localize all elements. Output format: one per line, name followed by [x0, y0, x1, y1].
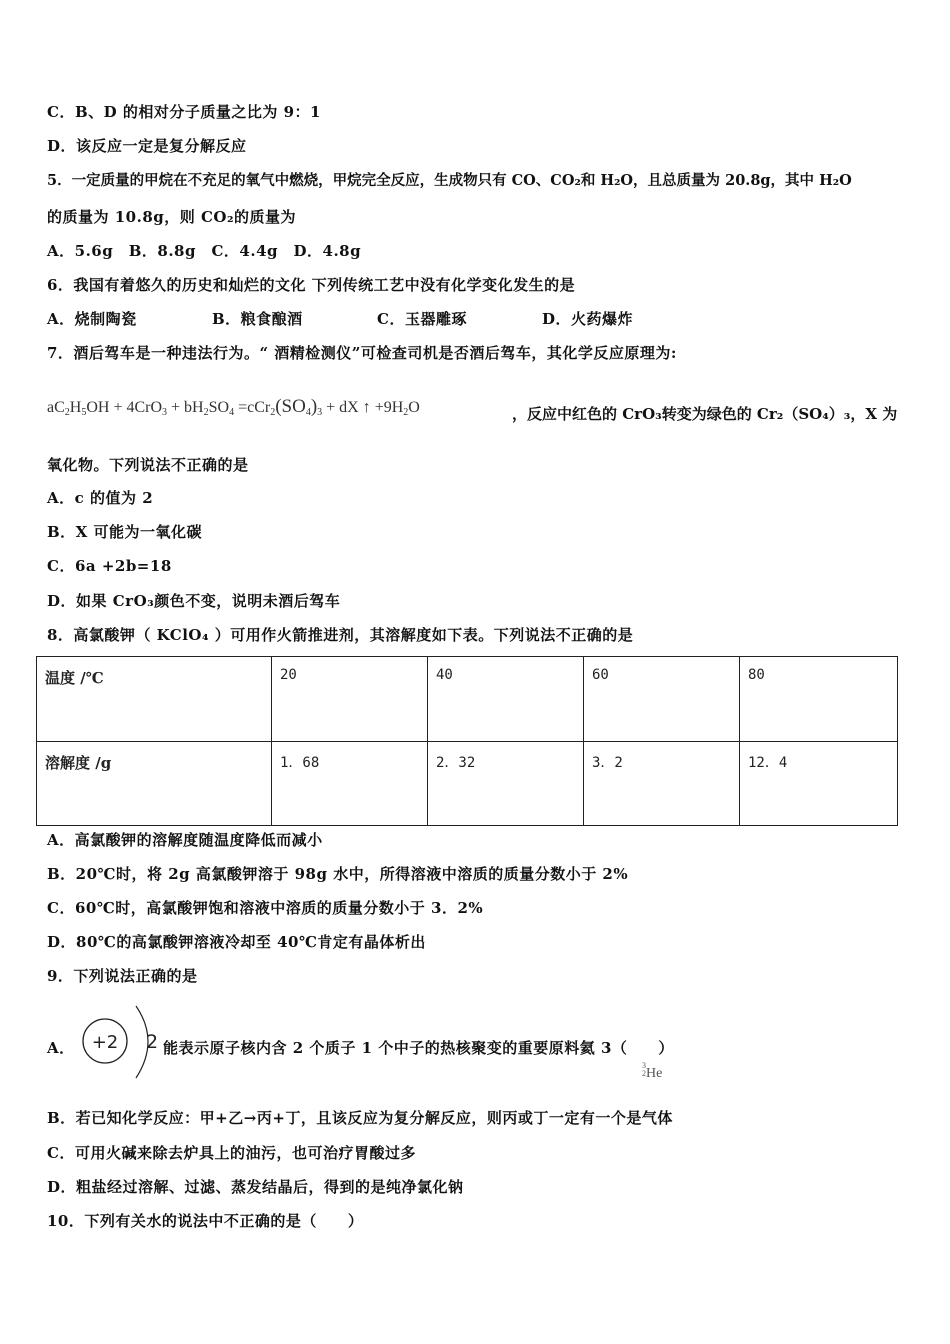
q7-option-c: C．6a +2b=18 [47, 557, 172, 575]
q6-stem: 6．我国有着悠久的历史和灿烂的文化 下列传统工艺中没有化学变化发生的是 [47, 276, 576, 294]
q7-chemical-equation: $aC_2H_5OH + 4CrO_3 + bH_2SO_4 =cCr_2(SO_4)_3$ + dX ↑ $+9H_2O$ [47, 396, 420, 418]
q8-option-d: D．80℃的高氯酸钾溶液冷却至 40℃肯定有晶体析出 [47, 933, 426, 951]
q8-option-c: C．60℃时，高氯酸钾饱和溶液中溶质的质量分数小于 3．2% [47, 899, 484, 917]
table-header-cell: 60 [584, 657, 740, 742]
q6-option-d: D．火药爆炸 [542, 310, 634, 328]
q4-option-d: D．该反应一定是复分解反应 [47, 137, 247, 155]
q9-option-a: 能表示原子核内含 2 个质子 1 个中子的热核聚变的重要原料氦 3（ ） [163, 1039, 674, 1057]
solubility-table [36, 656, 898, 826]
helium-3-symbol: 3 2He [642, 1061, 663, 1081]
q7-stem-continued: ，反应中红色的 CrO₃转变为绿色的 Cr₂（SO₄）₃，X 为 [512, 405, 898, 423]
q5-options: A．5.6g B．8.8g C．4.4g D．4.8g [47, 242, 362, 260]
q7-stem: 7．酒后驾车是一种违法行为。“ 酒精检测仪”可检查司机是否酒后驾车，其化学反应原理为: [47, 344, 677, 362]
table-cell: 12．4 [740, 741, 898, 826]
q8-option-b: B．20℃时，将 2g 高氯酸钾溶于 98g 水中，所得溶液中溶质的质量分数小于 2% [47, 865, 629, 883]
table-cell: 2．32 [428, 741, 584, 826]
q9-stem: 9．下列说法正确的是 [47, 967, 198, 985]
q9-option-d: D．粗盐经过溶解、过滤、蒸发结晶后，得到的是纯净氯化钠 [47, 1178, 464, 1196]
q6-options [47, 309, 633, 329]
q10-stem: 10．下列有关水的说法中不正确的是（ ） [47, 1212, 364, 1230]
table-cell: 1．68 [272, 741, 428, 826]
q5-stem-line2: 的质量为 10.8g，则 CO₂的质量为 [47, 208, 297, 226]
table-header-cell: 80 [740, 657, 898, 742]
q6-option-a: A．烧制陶瓷 [47, 310, 137, 328]
q5-stem-line1: 5．一定质量的甲烷在不充足的氧气中燃烧，甲烷完全反应，生成物只有 CO、CO₂和 H₂O，且总质量为 20.8g，其中 H₂O [47, 172, 852, 189]
table-cell: 3．2 [584, 741, 740, 826]
table-row [37, 657, 898, 742]
q9-option-c: C．可用火碱来除去炉具上的油污，也可治疗胃酸过多 [47, 1144, 416, 1162]
q7-option-a: A．c 的值为 2 [47, 489, 154, 507]
table-row [37, 741, 898, 826]
q4-option-c: C．B、D 的相对分子质量之比为 9：1 [47, 103, 321, 121]
table-header-cell: 20 [272, 657, 428, 742]
q7-option-b: B．X 可能为一氧化碳 [47, 523, 203, 541]
table-cell: 溶解度 /g [37, 741, 272, 826]
table-header-cell: 40 [428, 657, 584, 742]
nucleus-charge: +2 [91, 1032, 119, 1053]
q9-option-a-label: A． [47, 1039, 75, 1057]
q7-option-d: D．如果 CrO₃颜色不变，说明未酒后驾车 [47, 592, 341, 610]
atom-structure-diagram [78, 1003, 168, 1083]
electron-count: 2 [146, 1031, 159, 1053]
q8-option-a: A．高氯酸钾的溶解度随温度降低而减小 [47, 831, 323, 849]
q6-option-c: C．玉器雕琢 [377, 310, 467, 328]
table-header-cell: 温度 /℃ [37, 657, 272, 742]
q8-stem: 8．高氯酸钾（ KClO₄ ）可用作火箭推进剂，其溶解度如下表。下列说法不正确的是 [47, 626, 634, 644]
q6-option-b: B．粮食酿酒 [212, 310, 303, 328]
q9-option-b: B．若已知化学反应：甲+乙→丙+丁，且该反应为复分解反应，则丙或丁一定有一个是气体 [47, 1109, 673, 1127]
q7-stem-end: 氧化物。下列说法不正确的是 [47, 456, 249, 474]
